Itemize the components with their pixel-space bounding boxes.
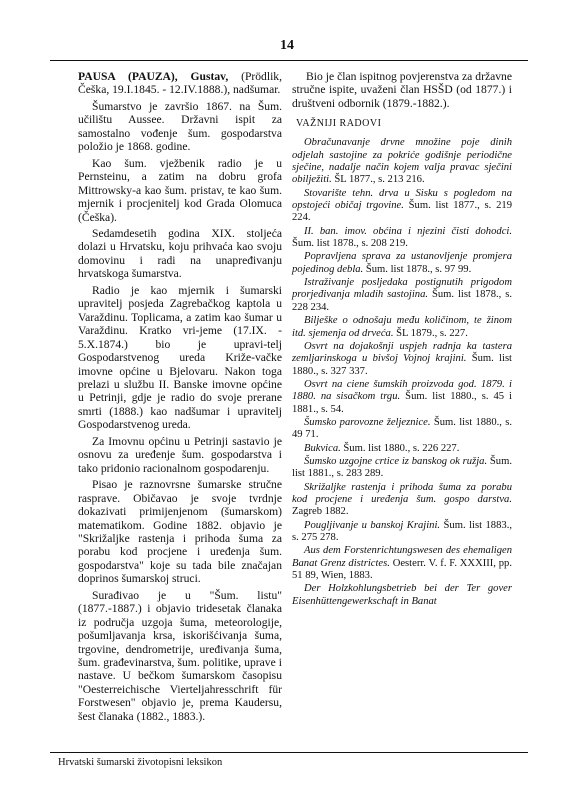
work-title: Aus dem Forstenrichtungswesen des ehemaligen Banat Grenz districtes. [292,545,512,569]
work-title: Bilješke o odnošaju među količinom, te žinom itd. sjemenja od drveća. [292,315,512,339]
work-source: Šum. list 1878., s. 97 99. [363,263,472,275]
work-source: Šum. list 1883., s. 275 278. [292,519,512,544]
work-item [292,188,512,225]
work-source: Šum. list 1881., s. 283 289. [292,455,512,480]
work-source: ŠL 1879., s. 227. [393,327,468,339]
work-item [292,137,512,186]
work-item [292,277,512,314]
footer-title: Hrvatski šumarski životopisni leksikon [58,757,223,768]
entry-paragraph: Bio je član ispitnog povjerenstva za državne stručne ispite, uvaženi član HSŠD (od 1877.) i društveni odbornik (1879.-1882.). [292,70,512,110]
work-title: Pougljivanje u banskoj Krajini. [304,519,441,531]
footer-rule [50,752,528,753]
work-title: Stovarište tehn. drva u Sisku s pogledom na opstojeći običaj trgovine. [292,187,512,212]
entry-paragraph: Pisao je raznovrsne šumarske stručne rasprave. Običavao je svoje tvrdnje dokazivati primijenjenom (šumarskom) matematikom. Godine 1882. objavio je "Skrižaljke rastenja i prihoda šuma za porabu kod procjene i uređenja šum. gospodarstva" koje su tada bile značajan doprinos šumarskoj struci. [78,478,282,586]
work-item [292,417,512,442]
work-item [292,341,512,378]
work-item [292,251,512,276]
work-title: Istraživanje posljedaka postignutih prigodom prorjeđivanja mladih sastojina. [292,277,512,301]
work-title: Bukvica. [304,442,341,454]
right-column [292,70,512,609]
work-item [292,482,512,519]
work-item [292,379,512,416]
work-item [292,443,512,455]
work-title: Osvrt na dojakošnji uspjeh radnja ka tastera zemljarinskoga u bivšoj Vojnoj krajini. [292,340,512,365]
work-item [292,520,512,545]
work-source: Šum. list 1880., s. 49 71. [292,416,512,441]
work-item [292,545,512,582]
works-list [292,137,512,608]
work-title: Osvrt na ciene šumskih proizvoda god. 1879. i 1880. na sisačkom trgu. [292,378,512,403]
work-source: ŠL 1877., s. 213 216. [331,174,425,186]
work-title: Popravljena sprava za ustanovljenje promjera pojedinog debla. [292,251,512,275]
work-source: Oesterr. V. f. F. XXXIII, pp. 51 89, Wien, 1883. [292,557,512,582]
work-item [292,583,512,608]
work-title: Šumsko parovozne željeznice. [304,416,431,428]
entry-paragraph: Za Imovnu općinu u Petrinji sastavio je osnovu za uređenje šum. gospodarstva i tako pridonio racionalnom gospodarenju. [78,434,282,475]
work-source: Zagreb 1882. [292,506,349,518]
entry-paragraph: Sedamdesetih godina XIX. stoljeća dolazi u Hrvatsku, koju prihvaća kao svoju domovinu i radi na unapređivanju hrvatskoga šumarstva. [78,226,282,281]
work-title: II. ban. imov. obćina i njezini čisti dohodci. [304,225,512,237]
entry-paragraph: Šumarstvo je završio 1867. na Šum. učilištu Aussee. Državni ispit za samostalno vođenje šum. gospodarstva položio je 1868. godine. [78,99,282,154]
work-item [292,226,512,251]
entry-paragraph: Radio je kao mjernik i šumarski upravitelj posjeda Zagrebačkog kaptola u Varaždinu. Toplicama, a zatim kao šumar u Varaždinu. Kratko vri-jeme (17.IX. - 5.X.1874.) bio je upravi-telj Gospodarstvenog ureda Križe-vačke imovne općine u Bjelovaru. Nakon toga prelazi u službu II. Banske imovne općine u Petrinji, gdje je radio do svoje prerane smrti (1888.) kao nadšumar i upravitelj Gospodarstvenog ureda. [78,283,282,432]
work-source: Šum. list 1878., s. 228 234. [292,289,512,313]
work-title: Skrižaljke rastenja i prihoda šuma za porabu kod procjene i uređenja šum. gospo darstva. [292,481,512,505]
entry-headword: PAUSA (PAUZA), Gustav, [78,70,229,83]
work-title: Šumsko uzgojne crtice iz banskog ok ružja. [304,455,488,467]
work-item [292,315,512,340]
work-title: Obračunavanje drvne množine poje dinih odjelah sastojine za pokriće godišnje periodičnе sječine, nadalje način kojem valja pravac sječini obilježiti. [292,137,512,186]
work-item [292,456,512,481]
entry-paragraph: Surađivao je u "Šum. listu" (1877.-1887.) i objavio tridesetak članaka iz područja uzgoja šuma, meteorologije, pošumljavanja krsa, iskorišćivanja šuma, trgovine, dendrometrije, uređivanja šuma, šum. građevinarstva, šum. politike, uprave i nastave. U bečkom šumarskom časopisu "Oesterreichische Vierteljahresschrift für Forstwesen" objavio je, prema Kaudersu, šest članaka (1882., 1883.). [78,588,282,723]
work-source: Šum. list 1880., s. 327 337. [292,353,513,377]
left-column [78,70,282,726]
header-rule [50,60,528,61]
works-heading: VAŽNIJI RADOVI [296,118,382,130]
work-source: Šum. list 1877., s. 219 224. [292,200,512,224]
work-source: Šum. list 1880., s. 45 i 1881., s. 54. [292,391,512,415]
work-source: Šum. list 1878., s. 208 219. [292,238,408,250]
entry-paragraph: Kao šum. vježbenik radio je u Pernsteinu, a zatim na dobru grofa Mittrowsky-a kao šum. pristav, te kao šum. mjernik i procjenitelj kod Grada Olomuca (Češka). [78,156,282,224]
work-source: Šum. list 1880., s. 226 227. [340,442,460,454]
entry-intro: (Prödlik, Češka, 19.I.1845. - 12.IV.1888.), nadšumar. [78,70,282,97]
page-number: 14 [280,38,294,53]
entry-heading [78,70,282,97]
work-title: Der Holzkohlungsbetrieb bei der Ter gover Eisenhüttengewerkschaft in Banat [292,583,512,607]
